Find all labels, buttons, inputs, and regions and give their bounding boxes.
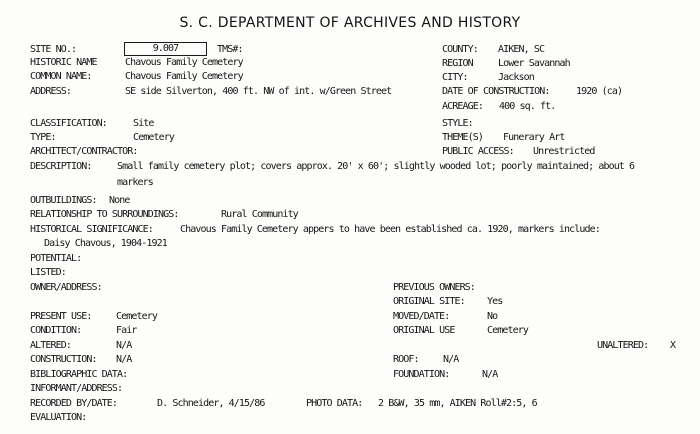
unaltered-label: UNALTERED: bbox=[597, 340, 649, 351]
region-value: Lower Savannah bbox=[498, 58, 570, 69]
roof-value: N/A bbox=[443, 354, 459, 365]
listed-label: LISTED: bbox=[30, 267, 66, 278]
date-of-construction-value: 1920 (ca) bbox=[576, 86, 623, 97]
owner-address-label: OWNER/ADDRESS: bbox=[30, 282, 102, 293]
city-label: CITY: bbox=[442, 72, 468, 83]
present-use-label: PRESENT USE: bbox=[30, 311, 92, 322]
altered-value: N/A bbox=[116, 340, 132, 351]
description-line-1: Small family cemetery plot; covers approx. 20' x 60'; slightly wooded lot; poorly maintained; about 6 bbox=[117, 161, 635, 172]
address-value: SE side Silverton, 400 ft. NW of int. w/Green Street bbox=[125, 86, 392, 97]
address-label: ADDRESS: bbox=[30, 86, 71, 97]
themes-value: Funerary Art bbox=[503, 132, 565, 143]
region-label: REGION bbox=[442, 58, 473, 69]
significance-line-2: Daisy Chavous, 1904-1921 bbox=[44, 238, 167, 249]
type-label: TYPE: bbox=[30, 132, 56, 143]
photo-data-value: 2 B&W, 35 mm, AIKEN Roll#2:5, 6 bbox=[378, 398, 537, 409]
classification-label: CLASSIFICATION: bbox=[30, 118, 107, 129]
significance-label: HISTORICAL SIGNIFICANCE: bbox=[30, 224, 153, 235]
significance-line-1: Chavous Family Cemetery appers to have been established ca. 1920, markers include: bbox=[180, 224, 600, 235]
city-value: Jackson bbox=[498, 72, 534, 83]
foundation-value: N/A bbox=[482, 369, 498, 380]
construction-value: N/A bbox=[116, 354, 132, 365]
date-of-construction-label: DATE OF CONSTRUCTION: bbox=[442, 86, 550, 97]
potential-label: POTENTIAL: bbox=[30, 253, 82, 264]
acreage-value: 400 sq. ft. bbox=[499, 101, 556, 112]
photo-data-label: PHOTO DATA: bbox=[306, 398, 363, 409]
recorded-by-value: D. Schneider, 4/15/86 bbox=[157, 398, 265, 409]
informant-label: INFORMANT/ADDRESS: bbox=[30, 383, 123, 394]
public-access-label: PUBLIC ACCESS: bbox=[442, 146, 514, 157]
description-label: DESCRIPTION: bbox=[30, 161, 92, 172]
county-label: COUNTY: bbox=[442, 44, 478, 55]
relationship-value: Rural Community bbox=[221, 209, 298, 220]
bibliographic-label: BIBLIOGRAPHIC DATA: bbox=[30, 369, 128, 380]
site-no-box bbox=[124, 42, 207, 56]
classification-value: Site bbox=[133, 118, 154, 129]
architect-label: ARCHITECT/CONTRACTOR: bbox=[30, 146, 138, 157]
condition-value: Fair bbox=[116, 325, 137, 336]
county-value: AIKEN, SC bbox=[498, 44, 545, 55]
previous-owners-label: PREVIOUS OWNERS: bbox=[393, 282, 475, 293]
public-access-value: Unrestricted bbox=[533, 146, 595, 157]
historic-name-value: Chavous Family Cemetery bbox=[125, 57, 243, 68]
outbuildings-value: None bbox=[109, 195, 130, 206]
moved-date-label: MOVED/DATE: bbox=[393, 311, 450, 322]
construction-label: CONSTRUCTION: bbox=[30, 354, 97, 365]
site-no-value: 9.007 bbox=[152, 43, 179, 54]
present-use-value: Cemetery bbox=[116, 311, 157, 322]
moved-date-value: No bbox=[487, 311, 498, 322]
site-no-label: SITE NO.: bbox=[30, 44, 77, 55]
page-title: S. C. DEPARTMENT OF ARCHIVES AND HISTORY bbox=[179, 15, 521, 31]
acreage-label: ACREAGE: bbox=[442, 101, 483, 112]
roof-label: ROOF: bbox=[393, 354, 419, 365]
common-name-label: COMMON NAME: bbox=[30, 71, 92, 82]
outbuildings-label: OUTBUILDINGS: bbox=[30, 195, 97, 206]
original-site-label: ORIGINAL SITE: bbox=[393, 296, 465, 307]
condition-label: CONDITION: bbox=[30, 325, 82, 336]
type-value: Cemetery bbox=[133, 132, 174, 143]
description-line-2: markers bbox=[117, 177, 153, 188]
tms-label: TMS#: bbox=[217, 44, 243, 55]
style-label: STYLE: bbox=[442, 118, 473, 129]
common-name-value: Chavous Family Cemetery bbox=[125, 71, 243, 82]
altered-label: ALTERED: bbox=[30, 340, 71, 351]
historic-name-label: HISTORIC NAME bbox=[30, 57, 97, 68]
unaltered-value: X bbox=[670, 340, 676, 351]
relationship-label: RELATIONSHIP TO SURROUNDINGS: bbox=[30, 209, 179, 220]
original-site-value: Yes bbox=[487, 296, 503, 307]
evaluation-label: EVALUATION: bbox=[30, 412, 87, 423]
original-use-value: Cemetery bbox=[487, 325, 528, 336]
recorded-by-label: RECORDED BY/DATE: bbox=[30, 398, 118, 409]
original-use-label: ORIGINAL USE bbox=[393, 325, 455, 336]
themes-label: THEME(S) bbox=[442, 132, 483, 143]
foundation-label: FOUNDATION: bbox=[393, 369, 450, 380]
